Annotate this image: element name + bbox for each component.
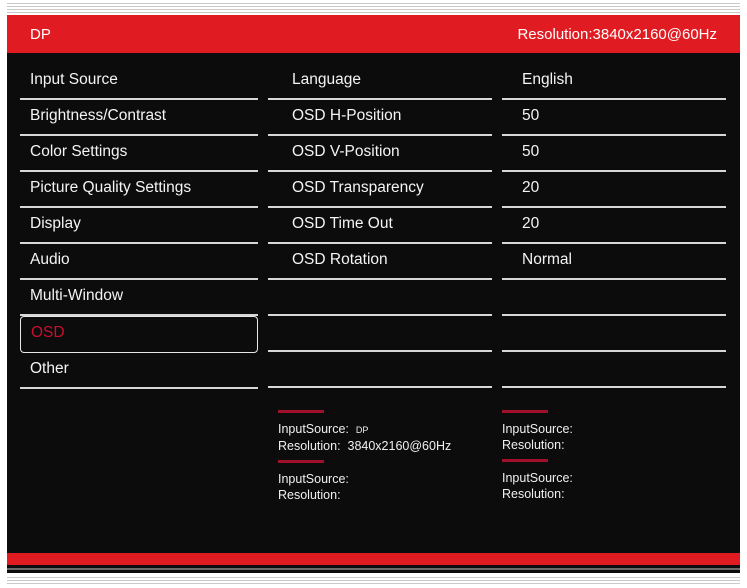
- info-tag: [278, 410, 324, 413]
- status-bar: [7, 15, 740, 53]
- bottom-divider: [7, 568, 740, 570]
- menu-item-osd[interactable]: OSD: [20, 316, 258, 353]
- settings-labels: [268, 64, 492, 388]
- main-menu: [20, 64, 258, 389]
- bottom-bar: [7, 553, 740, 565]
- menu-item-brightness-contrast[interactable]: Brightness/Contrast: [20, 100, 258, 136]
- menu-item-other[interactable]: Other: [20, 353, 258, 389]
- menu-item-audio[interactable]: Audio: [20, 244, 258, 280]
- empty-row: [268, 280, 492, 316]
- info-tag: [502, 459, 548, 462]
- empty-row: [502, 280, 726, 316]
- info-block-right: InputSource: Resolution: InputSource: Resolution:: [502, 404, 573, 502]
- value-osd-v-position[interactable]: 50: [502, 136, 726, 172]
- setting-osd-rotation[interactable]: OSD Rotation: [268, 244, 492, 280]
- empty-row: [268, 316, 492, 352]
- info-block-left: InputSource: DP Resolution: 3840x2160@60Hz InputSource: Resolution:: [278, 404, 451, 503]
- current-resolution-label: Resolution:3840x2160@60Hz: [517, 26, 717, 43]
- menu-item-display[interactable]: Display: [20, 208, 258, 244]
- value-language[interactable]: English: [502, 64, 726, 100]
- info-tag: [502, 410, 548, 413]
- menu-item-input-source[interactable]: Input Source: [20, 64, 258, 100]
- menu-item-color-settings[interactable]: Color Settings: [20, 136, 258, 172]
- value-osd-h-position[interactable]: 50: [502, 100, 726, 136]
- osd-window: [7, 15, 740, 573]
- menu-item-multi-window[interactable]: Multi-Window: [20, 280, 258, 316]
- value-osd-rotation[interactable]: Normal: [502, 244, 726, 280]
- setting-osd-h-position[interactable]: OSD H-Position: [268, 100, 492, 136]
- menu-item-picture-quality-settings[interactable]: Picture Quality Settings: [20, 172, 258, 208]
- empty-row: [502, 316, 726, 352]
- setting-osd-v-position[interactable]: OSD V-Position: [268, 136, 492, 172]
- value-osd-time-out[interactable]: 20: [502, 208, 726, 244]
- value-osd-transparency[interactable]: 20: [502, 172, 726, 208]
- setting-language[interactable]: Language: [268, 64, 492, 100]
- info-tag: [278, 460, 324, 463]
- current-input-label: DP: [30, 26, 51, 43]
- empty-row: [502, 352, 726, 388]
- setting-osd-time-out[interactable]: OSD Time Out: [268, 208, 492, 244]
- setting-osd-transparency[interactable]: OSD Transparency: [268, 172, 492, 208]
- settings-values: [502, 64, 726, 388]
- empty-row: [268, 352, 492, 388]
